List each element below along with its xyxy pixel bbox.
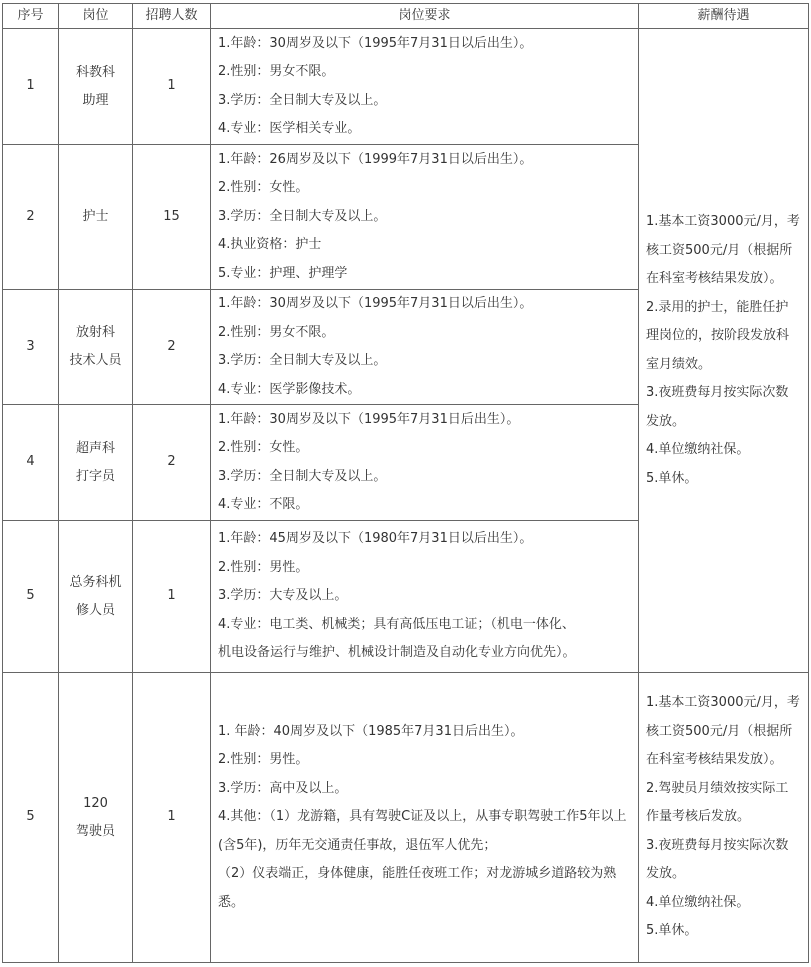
header-no: 序号 bbox=[3, 4, 59, 29]
header-row bbox=[3, 4, 809, 29]
row-count: 2 bbox=[133, 405, 211, 521]
row-requirements: 1.年龄：30周岁及以下（1995年7月31日以后出生）。 2.性别：男女不限。 3.学历：全日制大专及以上。 4.专业：医学相关专业。 bbox=[211, 29, 639, 145]
row-position: 科教科 助理 bbox=[59, 29, 133, 145]
recruitment-table bbox=[2, 3, 809, 963]
table-row bbox=[3, 29, 809, 145]
row-count: 15 bbox=[133, 145, 211, 290]
row-requirements: 1. 年龄：40周岁及以下（1985年7月31日后出生）。 2.性别：男性。 3.学历：高中及以上。 4.其他：（1）龙游籍，具有驾驶C证及以上，从事专职驾驶工作5年以上(含5年)，历年无交通责任事故，退伍军人优先； （2）仪表端正，身体健康，能胜任夜班工作；对龙游城乡道路较为熟悉。 bbox=[211, 673, 639, 963]
row-no: 3 bbox=[3, 290, 59, 405]
row-count: 1 bbox=[133, 29, 211, 145]
row-no: 5 bbox=[3, 521, 59, 673]
salary-driver: 1.基本工资3000元/月，考核工资500元/月（根据所在科室考核结果发放）。 2.驾驶员月绩效按实际工作量考核后发放。 3.夜班费每月按实际次数发放。 4.单位缴纳社保。 5.单休。 bbox=[639, 673, 809, 963]
row-no: 5 bbox=[3, 673, 59, 963]
row-requirements: 1.年龄：30周岁及以下（1995年7月31日后出生）。 2.性别：女性。 3.学历：全日制大专及以上。 4.专业：不限。 bbox=[211, 405, 639, 521]
row-position: 护士 bbox=[59, 145, 133, 290]
header-salary: 薪酬待遇 bbox=[639, 4, 809, 29]
header-count: 招聘人数 bbox=[133, 4, 211, 29]
row-count: 1 bbox=[133, 521, 211, 673]
row-count: 2 bbox=[133, 290, 211, 405]
row-requirements: 1.年龄：26周岁及以下（1999年7月31日以后出生）。 2.性别：女性。 3.学历：全日制大专及以上。 4.执业资格：护士 5.专业：护理、护理学 bbox=[211, 145, 639, 290]
row-no: 2 bbox=[3, 145, 59, 290]
row-no: 1 bbox=[3, 29, 59, 145]
row-requirements: 1.年龄：30周岁及以下（1995年7月31日以后出生）。 2.性别：男女不限。 3.学历：全日制大专及以上。 4.专业：医学影像技术。 bbox=[211, 290, 639, 405]
salary-shared: 1.基本工资3000元/月，考核工资500元/月（根据所在科室考核结果发放）。 2.录用的护士，能胜任护理岗位的，按阶段发放科室月绩效。 3.夜班费每月按实际次数发放。 4.单位缴纳社保。 5.单休。 bbox=[639, 29, 809, 673]
row-position: 120 驾驶员 bbox=[59, 673, 133, 963]
row-requirements: 1.年龄：45周岁及以下（1980年7月31日以后出生）。 2.性别：男性。 3.学历：大专及以上。 4.专业：电工类、机械类；具有高低压电工证；（机电一体化、 机电设备运行与维护、机械设计制造及自动化专业方向优先）。 bbox=[211, 521, 639, 673]
row-no: 4 bbox=[3, 405, 59, 521]
row-count: 1 bbox=[133, 673, 211, 963]
header-position: 岗位 bbox=[59, 4, 133, 29]
row-position: 超声科 打字员 bbox=[59, 405, 133, 521]
row-position: 总务科机 修人员 bbox=[59, 521, 133, 673]
header-requirements: 岗位要求 bbox=[211, 4, 639, 29]
table-row bbox=[3, 673, 809, 963]
row-position: 放射科 技术人员 bbox=[59, 290, 133, 405]
